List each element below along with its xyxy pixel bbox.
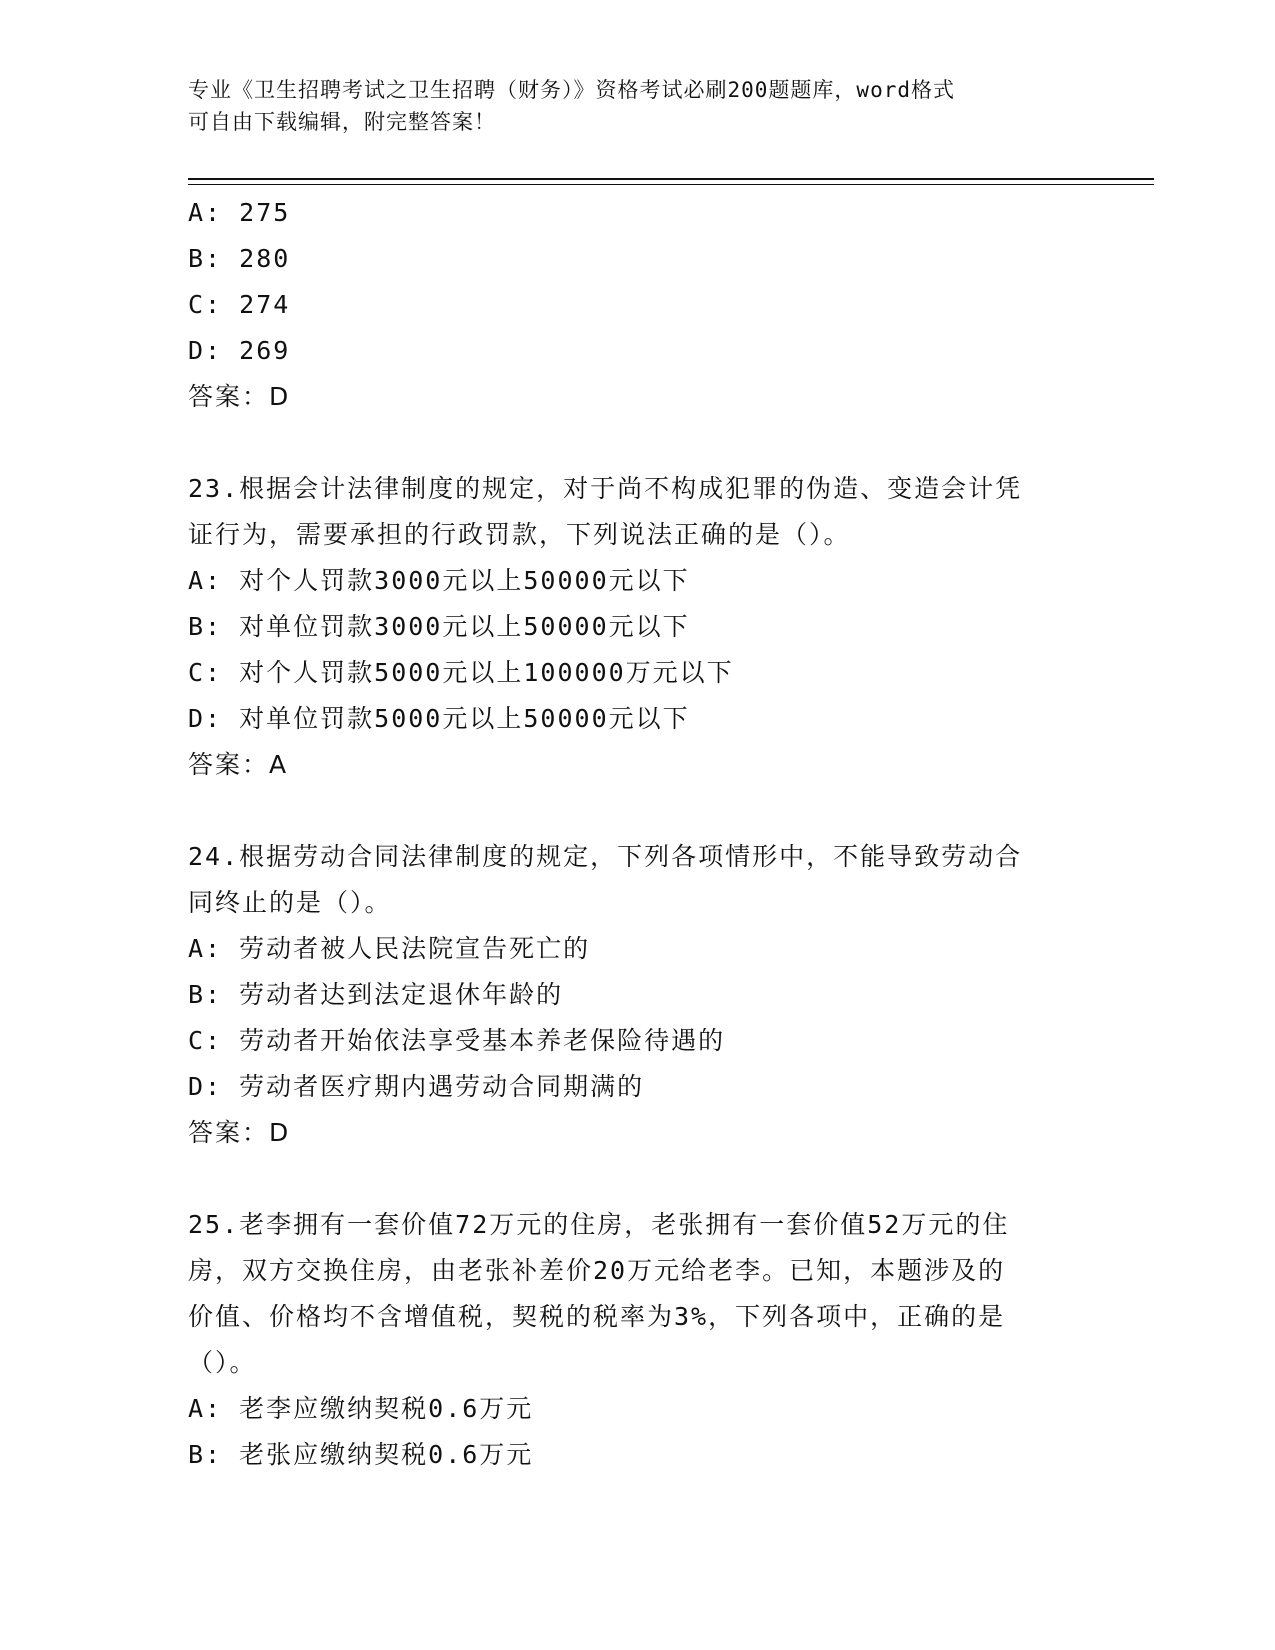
header-line-2: 可自由下载编辑，附完整答案！ (188, 110, 496, 134)
document-header (188, 74, 1068, 138)
header-divider (188, 178, 1154, 180)
question-stem: 23.根据会计法律制度的规定，对于尚不构成犯罪的伪造、变造会计凭 (188, 474, 1023, 503)
question-stem: 同终止的是（）。 (188, 888, 392, 917)
header-divider-thin (188, 184, 1154, 185)
option-a: A: 275 (188, 198, 291, 227)
question-24 (188, 834, 1088, 1156)
option-d: D: 269 (188, 336, 291, 365)
answer: 答案：D (188, 382, 291, 411)
option-d: D: 劳动者医疗期内遇劳动合同期满的 (188, 1072, 645, 1101)
option-a: A: 对个人罚款3000元以上50000元以下 (188, 566, 690, 595)
header-line-1: 专业《卫生招聘考试之卫生招聘（财务）》资格考试必刷200题题库，word格式 (188, 78, 955, 102)
option-d: D: 对单位罚款5000元以上50000元以下 (188, 704, 690, 733)
question-22-options (188, 190, 1088, 420)
option-b: B: 劳动者达到法定退休年龄的 (188, 980, 564, 1009)
option-c: C: 对个人罚款5000元以上100000万元以下 (188, 658, 734, 687)
question-stem: （）。 (188, 1348, 257, 1377)
question-stem: 证行为，需要承担的行政罚款，下列说法正确的是（）。 (188, 520, 851, 549)
question-25 (188, 1202, 1088, 1478)
option-b: B: 280 (188, 244, 291, 273)
question-stem: 房，双方交换住房，由老张补差价20万元给老李。已知，本题涉及的 (188, 1256, 1006, 1285)
answer: 答案：D (188, 1118, 291, 1147)
question-stem: 24.根据劳动合同法律制度的规定，下列各项情形中，不能导致劳动合 (188, 842, 1023, 871)
option-b: B: 对单位罚款3000元以上50000元以下 (188, 612, 690, 641)
option-c: C: 劳动者开始依法享受基本养老保险待遇的 (188, 1026, 726, 1055)
option-c: C: 274 (188, 290, 291, 319)
question-23 (188, 466, 1088, 788)
option-a: A: 劳动者被人民法院宣告死亡的 (188, 934, 591, 963)
option-b: B: 老张应缴纳契税0.6万元 (188, 1440, 534, 1469)
question-stem: 价值、价格均不含增值税，契税的税率为3%，下列各项中，正确的是 (188, 1302, 1006, 1331)
option-a: A: 老李应缴纳契税0.6万元 (188, 1394, 534, 1423)
document-body (188, 190, 1088, 1478)
answer: 答案：A (188, 750, 289, 779)
question-stem: 25.老李拥有一套价值72万元的住房，老张拥有一套价值52万元的住 (188, 1210, 1010, 1239)
